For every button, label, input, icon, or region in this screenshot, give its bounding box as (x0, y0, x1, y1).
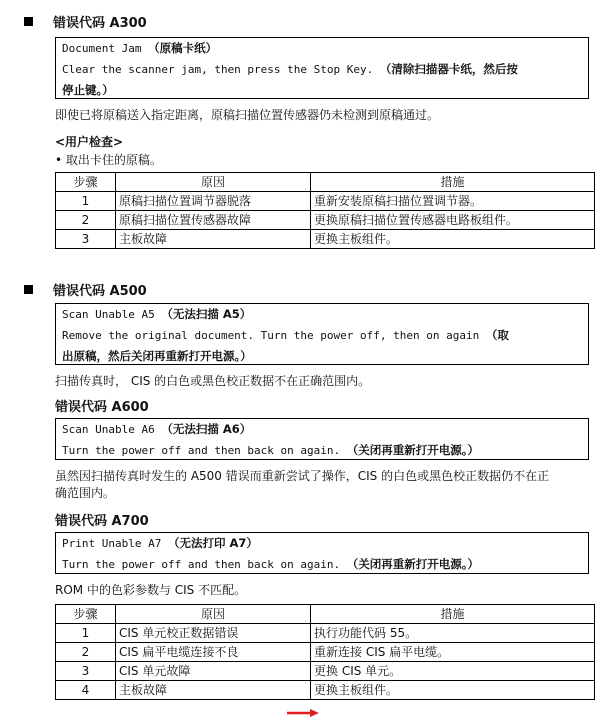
heading-text: 错误代码 A500 (53, 284, 147, 299)
message-en: Print Unable A7 (62, 537, 168, 550)
table-row (56, 681, 595, 700)
header-step: 步骤 (56, 605, 116, 624)
cause-cell: CIS 单元校正数据错误 (116, 624, 311, 643)
message-line (62, 59, 582, 80)
message-zh: （无法扫描 A6） (161, 422, 252, 436)
heading-text: 错误代码 A300 (53, 16, 147, 31)
square-bullet-icon (24, 285, 33, 294)
cause-cell: CIS 单元故障 (116, 662, 311, 681)
message-en: Turn the power off and then back on again. (62, 558, 347, 571)
section-heading-a700: 错误代码 A700 (55, 514, 149, 529)
table-row (56, 643, 595, 662)
message-zh: （原稿卡纸） (148, 41, 218, 55)
cause-cell: 主板故障 (116, 230, 311, 249)
action-cell: 重新安装原稿扫描位置调节器。 (311, 192, 595, 211)
message-zh: （清除扫描器卡纸，然后按 (379, 62, 518, 76)
cause-cell: 主板故障 (116, 681, 311, 700)
description-line: 虽然因扫描传真时发生的 A500 错误而重新尝试了操作，CIS 的白色或黑色校正数据仍不在正 (55, 469, 550, 483)
steps-table-a700 (55, 604, 595, 700)
arrow-head (310, 709, 319, 717)
message-box-a600 (55, 418, 589, 460)
cause-cell: CIS 扁平电缆连接不良 (116, 643, 311, 662)
step-cell: 2 (56, 211, 116, 230)
action-cell: 更换 CIS 单元。 (311, 662, 595, 681)
description-a300: 即使已将原稿送入指定距离，原稿扫描位置传感器仍未检测到原稿通过。 (55, 108, 440, 122)
steps-table-a300 (55, 172, 595, 249)
table-row (56, 192, 595, 211)
cause-cell: 原稿扫描位置传感器故障 (116, 211, 311, 230)
table-row (56, 662, 595, 681)
message-zh: （关闭再重新打开电源。） (346, 557, 480, 571)
action-cell: 重新连接 CIS 扁平电缆。 (311, 643, 595, 662)
header-action: 措施 (311, 605, 595, 624)
section-heading-a500 (24, 280, 147, 299)
description-line: 确范围内。 (55, 486, 116, 500)
step-cell: 1 (56, 624, 116, 643)
step-cell: 3 (56, 662, 116, 681)
message-en: Remove the original document. Turn the power off, then on again (62, 329, 486, 342)
cause-cell: 原稿扫描位置调节器脱落 (116, 192, 311, 211)
action-cell: 更换主板组件。 (311, 230, 595, 249)
step-cell: 4 (56, 681, 116, 700)
message-line (62, 554, 582, 575)
table-header-row (56, 173, 595, 192)
user-check-item: • 取出卡住的原稿。 (55, 153, 162, 167)
table-row (56, 230, 595, 249)
message-zh: （无法打印 A7） (167, 536, 258, 550)
section-heading-a600: 错误代码 A600 (55, 400, 149, 415)
message-zh: 出原稿，然后关闭再重新打开电源。） (62, 349, 252, 363)
message-box-a700 (55, 532, 589, 574)
message-en: Clear the scanner jam, then press the Stop Key. (62, 63, 380, 76)
header-cause: 原因 (116, 173, 311, 192)
section-heading-a300 (24, 12, 147, 31)
message-zh: 停止键。） (62, 83, 114, 97)
action-cell: 更换主板组件。 (311, 681, 595, 700)
step-cell: 3 (56, 230, 116, 249)
message-line (62, 346, 582, 366)
message-line (62, 419, 582, 440)
table-row (56, 211, 595, 230)
message-line (62, 38, 582, 59)
message-line (62, 80, 582, 100)
description-a700: ROM 中的色彩参数与 CIS 不匹配。 (55, 583, 247, 597)
table-header-row (56, 605, 595, 624)
action-cell: 更换原稿扫描位置传感器电路板组件。 (311, 211, 595, 230)
message-en: Turn the power off and then back on again. (62, 444, 347, 457)
description-a600 (55, 468, 600, 502)
red-arrow-icon (286, 708, 320, 718)
message-box-a300 (55, 37, 589, 99)
description-a500: 扫描传真时， CIS 的白色或黑色校正数据不在正确范围内。 (55, 374, 371, 388)
header-action: 措施 (311, 173, 595, 192)
square-bullet-icon (24, 17, 33, 26)
step-cell: 2 (56, 643, 116, 662)
message-line (62, 325, 582, 346)
message-zh: （关闭再重新打开电源。） (346, 443, 480, 457)
message-zh: （无法扫描 A5） (161, 307, 252, 321)
message-en: Document Jam (62, 42, 149, 55)
step-cell: 1 (56, 192, 116, 211)
message-line (62, 304, 582, 325)
header-step: 步骤 (56, 173, 116, 192)
action-cell: 执行功能代码 55。 (311, 624, 595, 643)
message-line (62, 533, 582, 554)
message-en: Scan Unable A5 (62, 308, 162, 321)
message-zh: （取 (485, 328, 509, 342)
header-cause: 原因 (116, 605, 311, 624)
message-en: Scan Unable A6 (62, 423, 162, 436)
message-box-a500 (55, 303, 589, 365)
user-check-title: <用户检查> (55, 135, 124, 149)
table-row (56, 624, 595, 643)
message-line (62, 440, 582, 461)
